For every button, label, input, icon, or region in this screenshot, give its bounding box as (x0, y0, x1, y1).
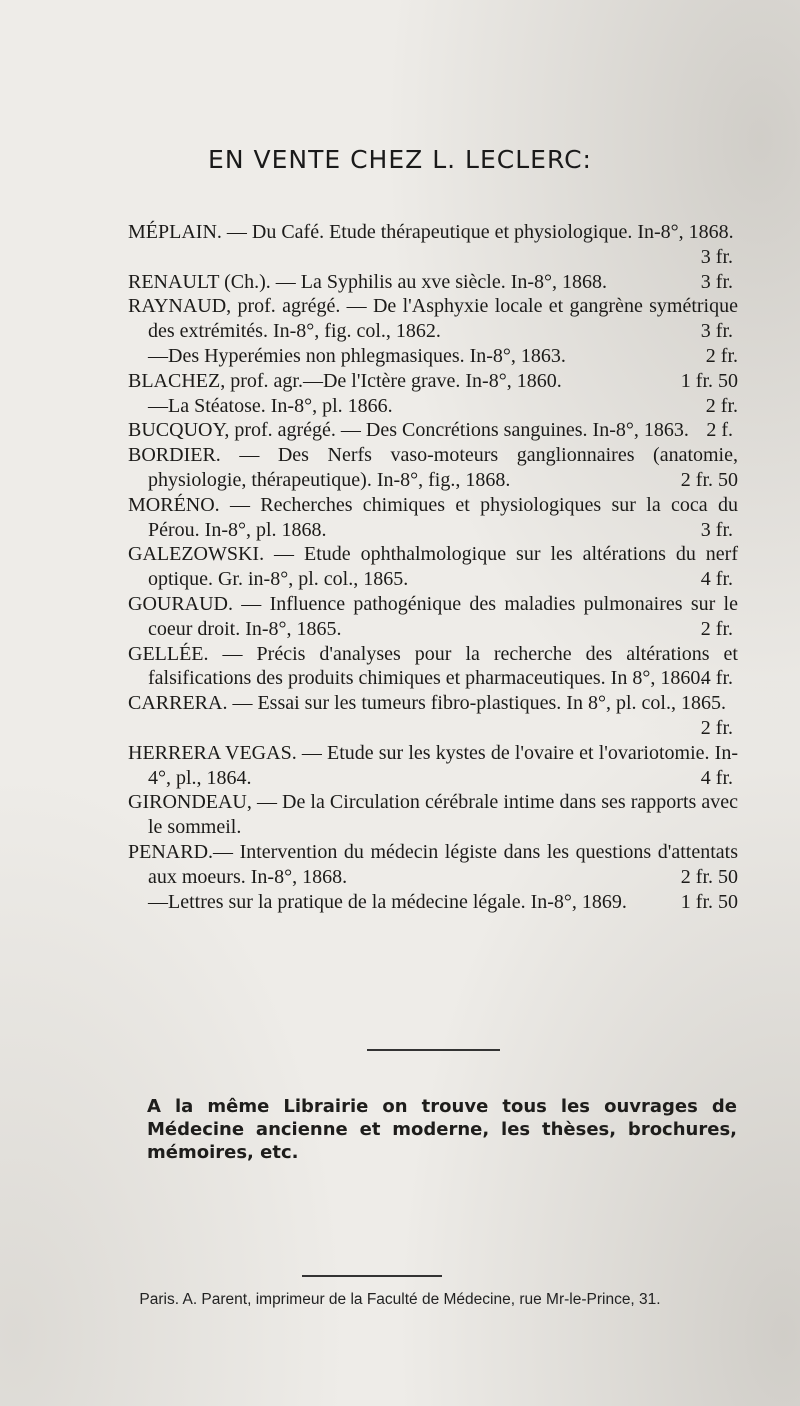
entry-text: MÉPLAIN. — Du Café. Etude thérapeutique et physiologique. In-8°, 1868. (128, 221, 734, 243)
catalog-entry (128, 741, 738, 791)
catalog-entry (128, 840, 738, 890)
catalog-entry (128, 344, 738, 369)
entry-price: 3 fr. (700, 270, 733, 293)
catalog-entry (128, 493, 738, 543)
catalog-list (128, 220, 738, 914)
catalog-entry (128, 592, 738, 642)
entry-price: 2 fr. (700, 716, 733, 739)
catalog-entry (128, 790, 738, 840)
entry-text: CARRERA. — Essai sur les tumeurs fibro-plastiques. In 8°, pl. col., 1865. (128, 692, 726, 715)
entry-price: 2 f. (706, 419, 733, 442)
entry-price: 2 fr. (700, 617, 733, 640)
entry-text: HERRERA VEGAS. — Etude sur les kystes de l'ovaire et l'ovariotomie. In-4°, pl., 1864. (128, 741, 738, 789)
catalog-entry (128, 418, 738, 443)
entry-text: GIRONDEAU, — De la Circulation cérébrale intime dans ses rapports avec le sommeil. (128, 791, 738, 839)
catalog-entry (128, 542, 738, 592)
entry-price: 2 fr. 50 (680, 865, 738, 888)
entry-price: 3 fr. (700, 320, 733, 343)
entry-text: GELLÉE. — Précis d'analyses pour la recherche des altérations et falsifications des produits chimiques et pharmaceutiques. In 8°, 1860. (128, 642, 738, 690)
catalog-entry (128, 294, 738, 344)
entry-price: 4 fr. (700, 667, 733, 690)
catalog-entry (128, 691, 738, 741)
catalog-entry (128, 220, 738, 270)
entry-price: 4 fr. (700, 766, 733, 789)
entry-price: 1 fr. 50 (680, 369, 738, 392)
entry-text: GALEZOWSKI. — Etude ophthalmologique sur les altérations du nerf optique. Gr. in-8°, pl. col., 1865. (128, 543, 738, 591)
entry-price: 4 fr. (700, 568, 733, 591)
entry-text: BUCQUOY, prof. agrégé. — Des Concrétions sanguines. In-8°, 1863. (128, 419, 689, 442)
entry-text: BORDIER. — Des Nerfs vaso-moteurs ganglionnaires (anatomie, physiologie, thérapeutique). In-8°, fig., 1868. (128, 444, 738, 491)
divider-rule (367, 1049, 500, 1051)
catalog-entry (128, 270, 738, 295)
entry-text: BLACHEZ, prof. agr.—De l'Ictère grave. In-8°, 1860. (128, 369, 562, 392)
entry-text: —La Stéatose. In-8°, pl. 1866. (148, 394, 393, 417)
entry-price: 3 fr. (700, 245, 733, 268)
entry-price: 1 fr. 50 (680, 890, 738, 913)
entry-text: MORÉNO. — Recherches chimiques et physiologiques sur la coca du Pérou. In-8°, pl. 1868. (128, 493, 738, 541)
entry-text: PENARD.— Intervention du médecin légiste dans les questions d'attentats aux moeurs. In-8°, 1868. (128, 840, 738, 888)
page-heading: EN VENTE CHEZ L. LECLERC: (208, 145, 592, 174)
entry-text: RENAULT (Ch.). — La Syphilis au xve siècle. In-8°, 1868. (128, 270, 608, 293)
entry-text: —Des Hyperémies non phlegmasiques. In-8°, 1863. (148, 344, 566, 367)
entry-text: —Lettres sur la pratique de la médecine légale. In-8°, 1869. (148, 890, 627, 913)
entry-price: 2 fr. (705, 344, 738, 367)
imprint-divider-rule (302, 1275, 442, 1277)
catalog-entry (128, 394, 738, 419)
entry-price: 2 fr. 50 (680, 468, 738, 491)
printer-imprint: Paris. A. Parent, imprimeur de la Faculté de Médecine, rue Mr-le-Prince, 31. (139, 1291, 661, 1308)
entry-price: 3 fr. (700, 518, 733, 541)
catalog-entry (128, 443, 738, 493)
entry-price: 2 fr. (705, 394, 738, 417)
catalog-entry (128, 890, 738, 915)
entry-text: GOURAUD. — Influence pathogénique des maladies pulmonaires sur le coeur droit. In-8°, 1865. (128, 592, 738, 640)
catalog-entry (128, 642, 738, 692)
catalog-entry (128, 369, 738, 394)
entry-text: RAYNAUD, prof. agrégé. — De l'Asphyxie locale et gangrène symétrique des extrémités. In-8°, fig. col., 1862. (128, 295, 738, 343)
bookshop-note: A la même Librairie on trouve tous les ouvrages de Médecine ancienne et moderne, les thèses, brochures, mémoires, etc. (147, 1096, 737, 1163)
